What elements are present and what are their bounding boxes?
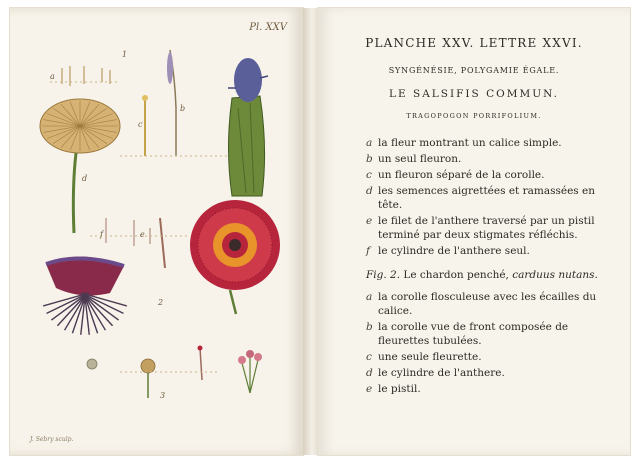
salsify-flower-bud	[228, 58, 268, 196]
entry-text: le cylindre de l'anthere.	[378, 367, 505, 379]
legend-entry	[366, 320, 614, 348]
book-gutter	[303, 8, 318, 455]
legend-entry	[366, 168, 614, 182]
figure-2-label: Fig. 2.	[366, 269, 401, 281]
figure-letter-c: c	[138, 120, 143, 129]
legend-entry	[366, 152, 614, 166]
legend-entry	[366, 382, 614, 396]
entry-letter: f	[366, 245, 370, 257]
entry-letter: e	[366, 383, 373, 395]
entry-text: le cylindre de l'anthere seul.	[378, 245, 530, 257]
legend-entry	[366, 366, 614, 380]
entry-text: le filet de l'anthere traversé par un pistil terminé par deux stigmates réfléchis.	[378, 215, 595, 241]
entry-letter: d	[366, 367, 373, 379]
legend-entries	[366, 136, 614, 398]
entry-letter: d	[366, 185, 373, 197]
entry-text: le pistil.	[378, 383, 421, 395]
plate-number: Pl. XXV	[249, 22, 287, 33]
entry-letter: a	[366, 291, 373, 303]
plant-name: LE SALSIFIS COMMUN.	[389, 88, 559, 100]
figure-number-2: 2	[158, 298, 164, 307]
figure-letter-d: d	[82, 174, 88, 183]
entry-letter: e	[366, 215, 373, 227]
entry-text: la corolle flosculeuse avec les écailles du calice.	[378, 291, 597, 317]
entry-letter: b	[366, 321, 373, 333]
figure-2-text: Le chardon penché,	[403, 269, 509, 281]
plate-heading: PLANCHE XXV. LETTRE XXVI.	[365, 36, 583, 50]
figure-number-1: 1	[122, 50, 128, 59]
engraver-credit: J. Sebry sculp.	[30, 436, 74, 443]
figure-2-heading	[366, 268, 614, 282]
figure-letter-a: a	[50, 72, 55, 81]
thistle-small-parts	[87, 346, 262, 399]
thistle-flower-side-view	[43, 256, 127, 334]
salsify-seed-head	[40, 99, 120, 233]
legend-entry	[366, 350, 614, 364]
entry-letter: c	[366, 169, 372, 181]
entry-letter: a	[366, 137, 373, 149]
entry-text: une seule fleurette.	[378, 351, 482, 363]
legend-entry	[366, 136, 614, 150]
entry-letter: b	[366, 153, 373, 165]
class-line: SYNGÉNÉSIE, POLYGAMIE ÉGALE.	[388, 66, 560, 75]
legend-entry	[366, 214, 614, 242]
entry-text: la fleur montrant un calice simple.	[378, 137, 562, 149]
entry-letter: c	[366, 351, 372, 363]
figure-2-scientific-name: carduus nutans.	[512, 269, 598, 281]
botanical-plate-page	[10, 8, 303, 455]
figure-letter-e: e	[140, 230, 145, 239]
figure-number-3: 3	[160, 391, 166, 400]
figure-letter-f: f	[100, 230, 103, 239]
legend-entry	[366, 244, 614, 258]
latin-name: TRAGOPOGON PORRIFOLIUM.	[406, 112, 542, 120]
description-page	[318, 8, 630, 455]
entry-text: un seul fleuron.	[378, 153, 462, 165]
legend-entry	[366, 184, 614, 212]
figure-letter-b: b	[180, 104, 186, 113]
entry-text: la corolle vue de front composée de fleurettes tubulées.	[378, 321, 569, 347]
legend-entry	[366, 290, 614, 318]
salsify-floret-details	[50, 66, 120, 86]
thistle-flower-front-view	[190, 200, 280, 314]
entry-text: un fleuron séparé de la corolle.	[378, 169, 545, 181]
entry-text: les semences aigrettées et ramassées en tête.	[378, 185, 595, 211]
